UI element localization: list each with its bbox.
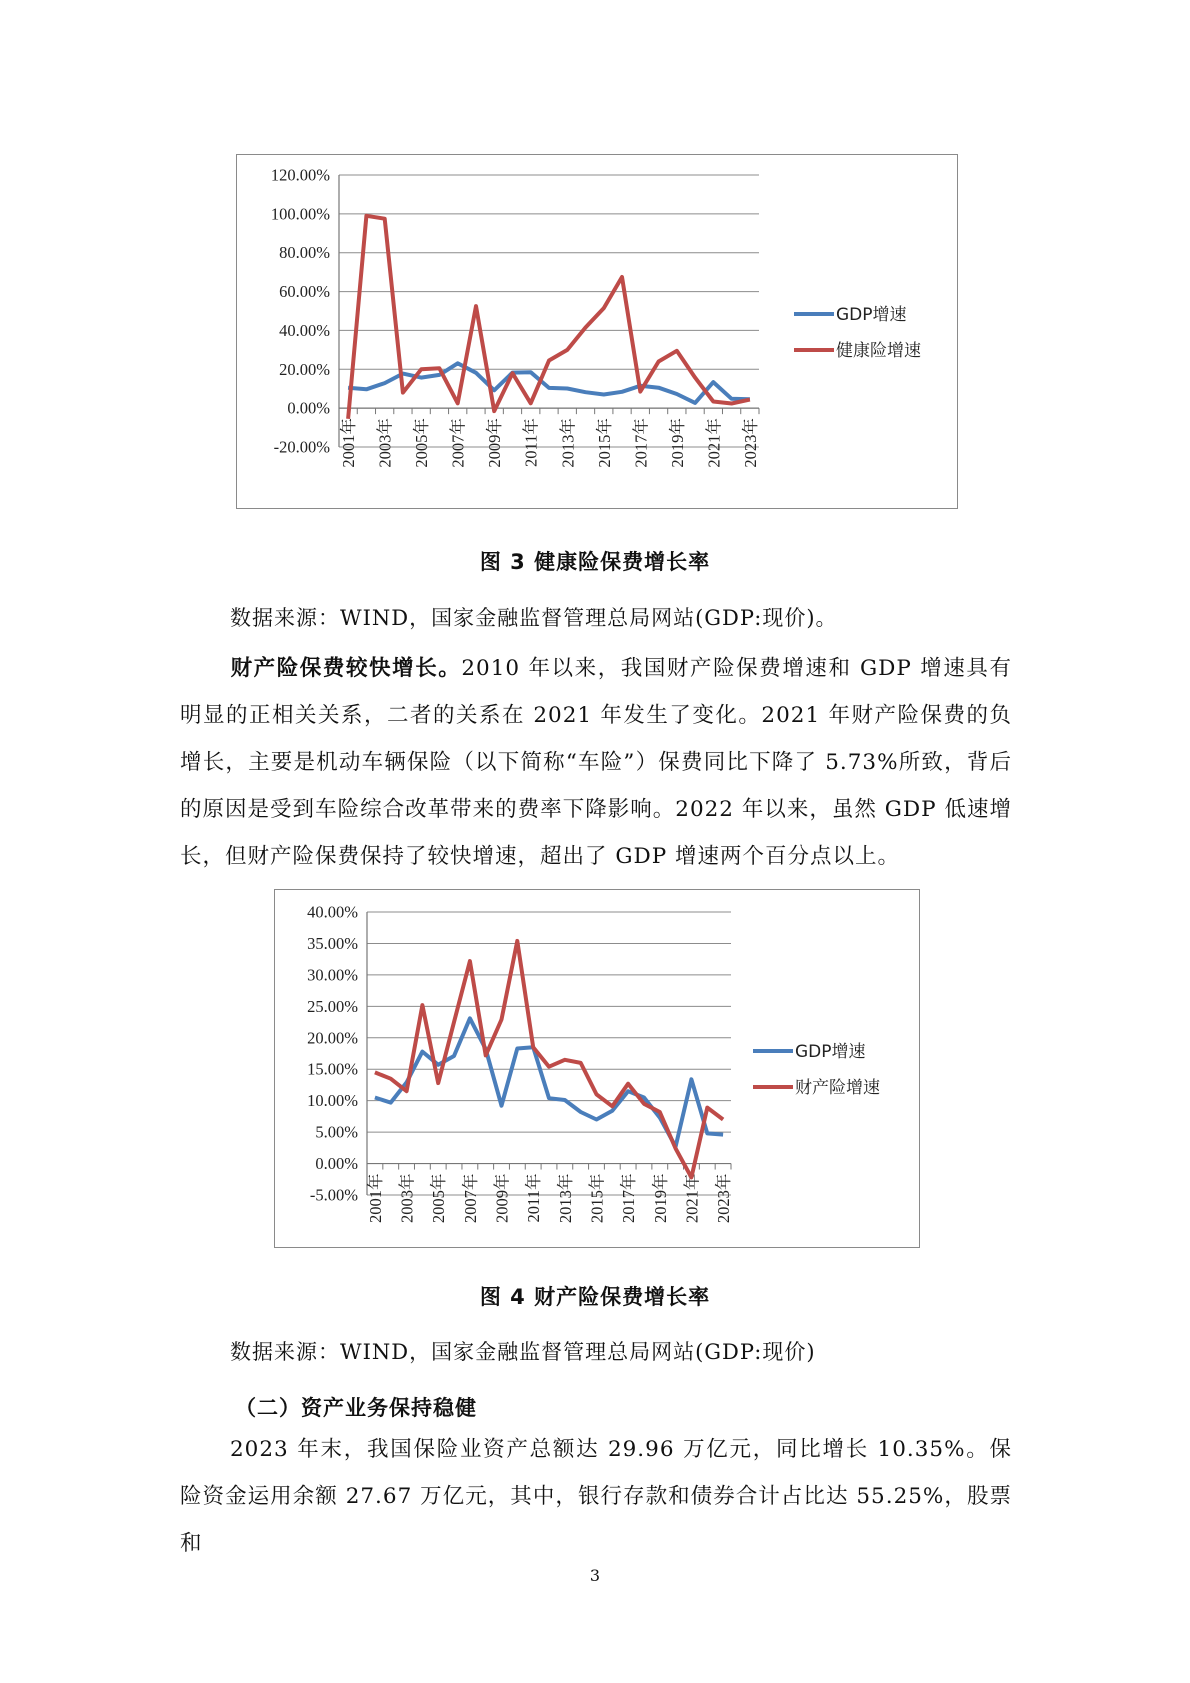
legend-label: GDP增速 (836, 305, 907, 325)
x-tick-label: 2003年 (397, 1173, 417, 1224)
y-tick-label: 40.00% (279, 320, 330, 340)
y-tick-label: 25.00% (307, 996, 358, 1016)
x-tick-label: 2021年 (704, 418, 724, 468)
y-tick-label: 20.00% (307, 1028, 358, 1048)
x-tick-label: 2011年 (521, 418, 541, 468)
y-tick-label: 100.00% (270, 204, 330, 224)
page-number: 3 (589, 1566, 601, 1585)
x-tick-label: 2021年 (682, 1173, 702, 1224)
x-tick-label: 2005年 (412, 418, 432, 468)
y-tick-label: 15.00% (307, 1059, 358, 1079)
paragraph-lead: 财产险保费较快增长。 (230, 656, 462, 681)
paragraph-body: 2010 年以来，我国财产险保费增速和 GDP 增速具有明显的正相关关系，二者的关系在 2021 年发生了变化。2021 年财产险保费的负增长，主要是机动车辆保险（以下简称“车险”）保费同比下降了 5.73%所致，背后的原因是受到车险综合改革带来的费率下降影响。2022 年以来，虽然 GDP 低速增长，但财产险保费保持了较快增速，超出了 GDP 增速两个百分点以上。 (180, 656, 1012, 869)
fig4-caption: 图 4 财产险保费增长率 (479, 1285, 711, 1309)
paragraph-property-insurance (180, 645, 1012, 880)
y-tick-label: 5.00% (315, 1122, 358, 1142)
y-tick-label: 40.00% (307, 902, 358, 922)
y-tick-label: 10.00% (307, 1091, 358, 1111)
fig3-source: 数据来源：WIND，国家金融监督管理总局网站(GDP:现价)。 (230, 606, 838, 630)
x-tick-label: 2019年 (650, 1173, 670, 1224)
chart-fig3 (236, 154, 958, 509)
y-tick-label: 35.00% (307, 933, 358, 953)
x-tick-label: 2001年 (365, 1173, 385, 1224)
x-tick-label: 2013年 (555, 1173, 575, 1224)
y-tick-label: 30.00% (307, 965, 358, 985)
legend-label: GDP增速 (795, 1042, 866, 1062)
y-tick-label: 0.00% (287, 398, 330, 418)
fig4-source: 数据来源：WIND，国家金融监督管理总局网站(GDP:现价) (230, 1340, 816, 1364)
x-tick-label: 2011年 (524, 1173, 544, 1223)
x-tick-label: 2015年 (594, 418, 614, 468)
chart-fig4-svg (275, 890, 919, 1247)
chart-fig4 (274, 889, 920, 1248)
x-tick-label: 2013年 (558, 418, 578, 468)
paragraph-body: 2023 年末，我国保险业资产总额达 29.96 万亿元，同比增长 10.35%。保险资金运用余额 27.67 万亿元，其中，银行存款和债券合计占比达 55.25%，股票和 (180, 1437, 1012, 1556)
x-tick-label: 2003年 (375, 418, 395, 468)
x-tick-label: 2007年 (448, 418, 468, 468)
section-title: （二）资产业务保持稳健 (235, 1396, 477, 1420)
series-line-2 (375, 941, 723, 1178)
x-tick-label: 2001年 (339, 418, 359, 468)
y-tick-label: 60.00% (279, 282, 330, 302)
y-tick-label: 80.00% (279, 243, 330, 263)
legend-label: 健康险增速 (836, 341, 921, 361)
x-tick-label: 2019年 (667, 418, 687, 468)
x-tick-label: 2005年 (429, 1173, 449, 1224)
fig3-caption: 图 3 健康险保费增长率 (479, 550, 711, 574)
y-tick-label: 120.00% (270, 165, 330, 185)
x-tick-label: 2017年 (619, 1173, 639, 1224)
x-tick-label: 2007年 (460, 1173, 480, 1224)
x-tick-label: 2023年 (714, 1173, 734, 1224)
y-tick-label: -20.00% (273, 437, 330, 457)
x-tick-label: 2009年 (492, 1173, 512, 1224)
x-tick-label: 2017年 (631, 418, 651, 468)
y-tick-label: -5.00% (309, 1185, 358, 1205)
y-tick-label: 0.00% (315, 1154, 358, 1174)
x-tick-label: 2015年 (587, 1173, 607, 1224)
chart-fig3-svg (237, 155, 957, 508)
x-tick-label: 2023年 (740, 418, 760, 468)
paragraph-assets (180, 1426, 1012, 1567)
legend-label: 财产险增速 (795, 1078, 880, 1098)
x-tick-label: 2009年 (485, 418, 505, 468)
y-tick-label: 20.00% (279, 359, 330, 379)
